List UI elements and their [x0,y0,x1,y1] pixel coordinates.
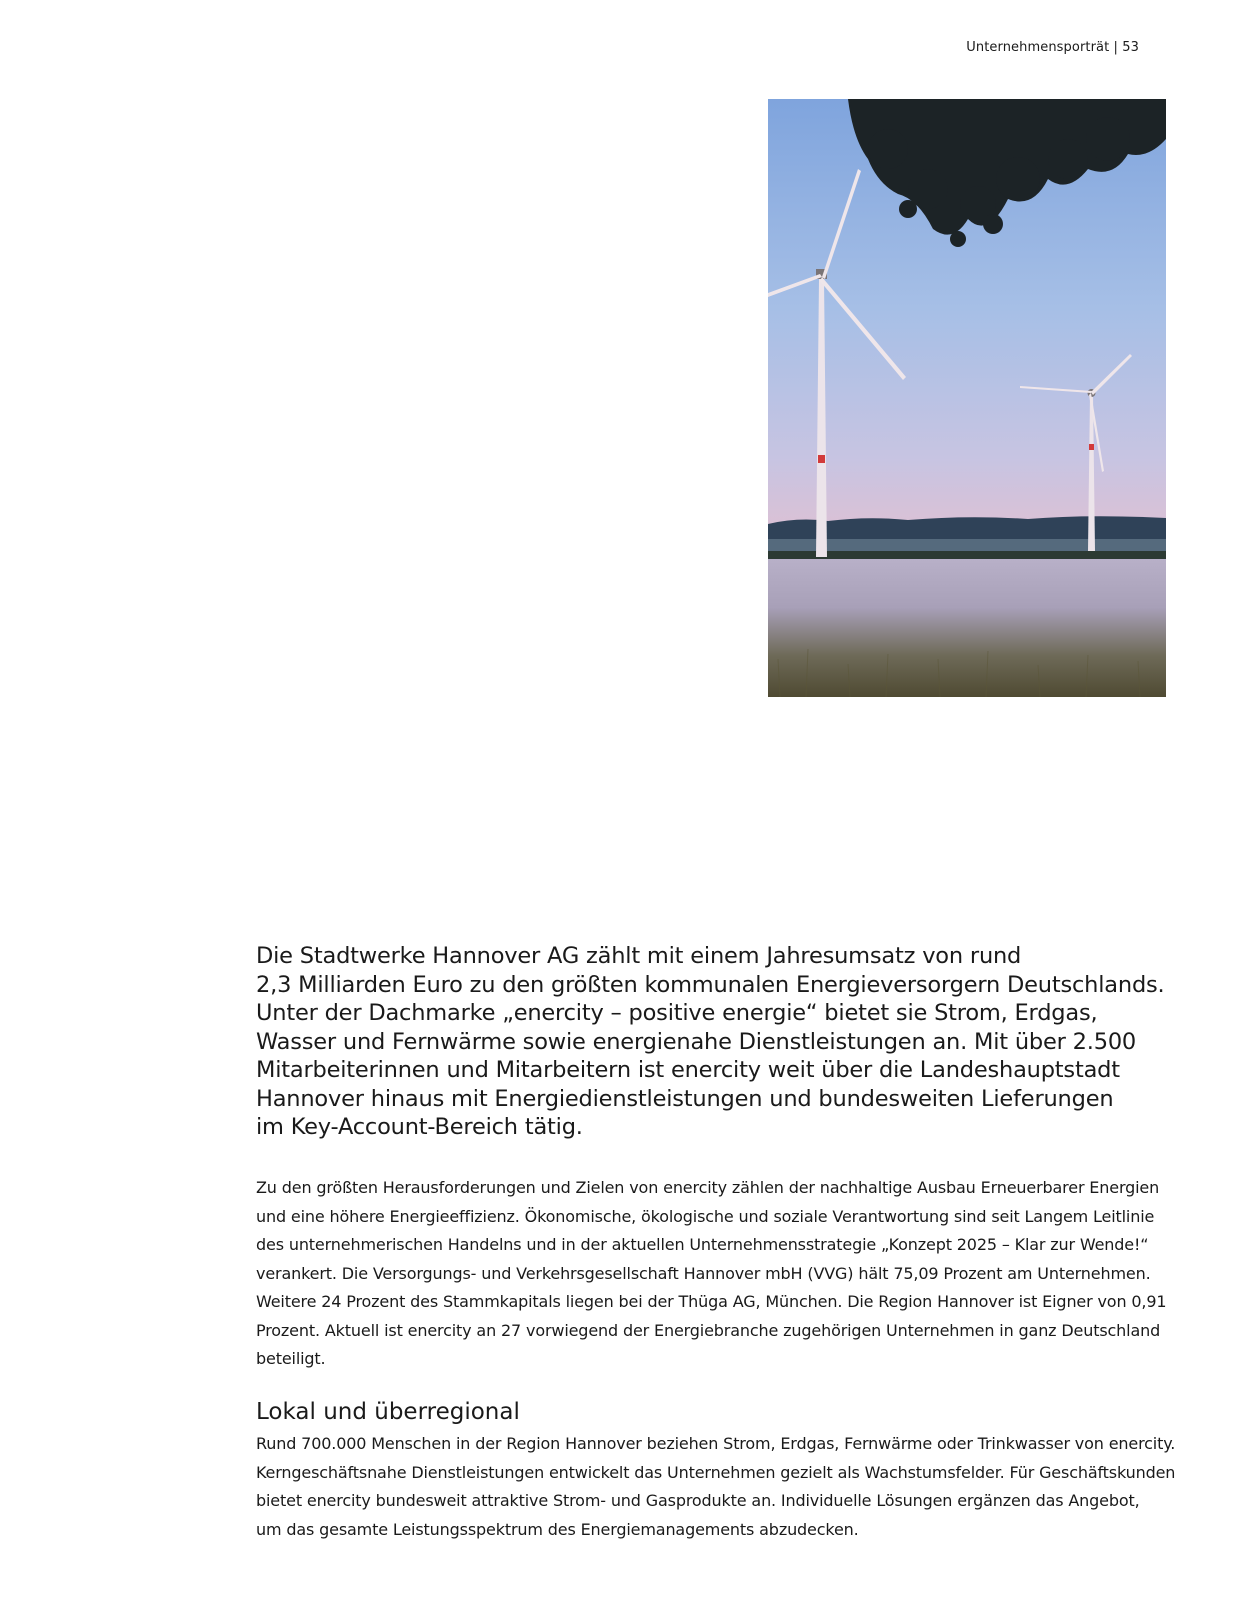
intro-line: 2,3 Milliarden Euro zu den größten kommunalen Energieversorgern Deutschlands. [256,971,1165,998]
body-line: bietet enercity bundesweit attraktive Strom- und Gasprodukte an. Individuelle Lösungen ergänzen das Angebot, [256,1491,1140,1510]
body-paragraph-ownership [256,1174,1176,1374]
section-heading: Lokal und überregional [256,1399,520,1425]
body-line: Zu den größten Herausforderungen und Zielen von enercity zählen der nachhaltige Ausbau Erneuerbarer Energien [256,1178,1160,1197]
intro-line: Die Stadtwerke Hannover AG zählt mit einem Jahresumsatz von rund [256,943,1022,969]
page-header: Unternehmensporträt | 53 [966,40,1139,55]
body-line: Rund 700.000 Menschen in der Region Hannover beziehen Strom, Erdgas, Fernwärme oder Trinkwasser von enercity. [256,1434,1176,1453]
body-line: Prozent. Aktuell ist enercity an 27 vorwiegend der Energiebranche zugehörigen Unternehmen in ganz Deutschland [256,1320,1161,1340]
body-line: beteiligt. [256,1349,326,1368]
intro-line: Wasser und Fernwärme sowie energienahe Dienstleistungen an. Mit über 2.500 [256,1028,1137,1055]
body-line: um das gesamte Leistungsspektrum des Energiemanagements abzudecken. [256,1519,859,1539]
intro-line: im Key-Account-Bereich tätig. [256,1114,583,1140]
intro-line: Unter der Dachmarke „enercity – positive energie“ bietet sie Strom, Erdgas, [256,1000,1098,1026]
body-line: Kerngeschäftsnahe Dienstleistungen entwickelt das Unternehmen gezielt als Wachstumsfelder. Für Geschäftskunden [256,1462,1176,1482]
body-line: und eine höhere Energieeffizienz. Ökonomische, ökologische und soziale Verantwortung sind seit Langem Leitlinie [256,1206,1155,1226]
intro-line: Mitarbeiterinnen und Mitarbeitern ist enercity weit über die Landeshauptstadt [256,1057,1120,1083]
intro-paragraph [256,942,1186,1142]
body-line: des unternehmerischen Handelns und in der aktuellen Unternehmensstrategie „Konzept 2025 – Klar zur Wende!“ [256,1235,1149,1254]
body-line: verankert. Die Versorgungs- und Verkehrsgesellschaft Hannover mbH (VVG) hält 75,09 Prozent am Unternehmen. [256,1263,1151,1283]
intro-line: Hannover hinaus mit Energiedienstleistungen und bundesweiten Lieferungen [256,1085,1114,1112]
body-line: Weitere 24 Prozent des Stammkapitals liegen bei der Thüga AG, München. Die Region Hannover ist Eigner von 0,91 [256,1292,1167,1311]
wind-turbine-photo [768,99,1166,697]
body-paragraph-regional [256,1430,1176,1544]
